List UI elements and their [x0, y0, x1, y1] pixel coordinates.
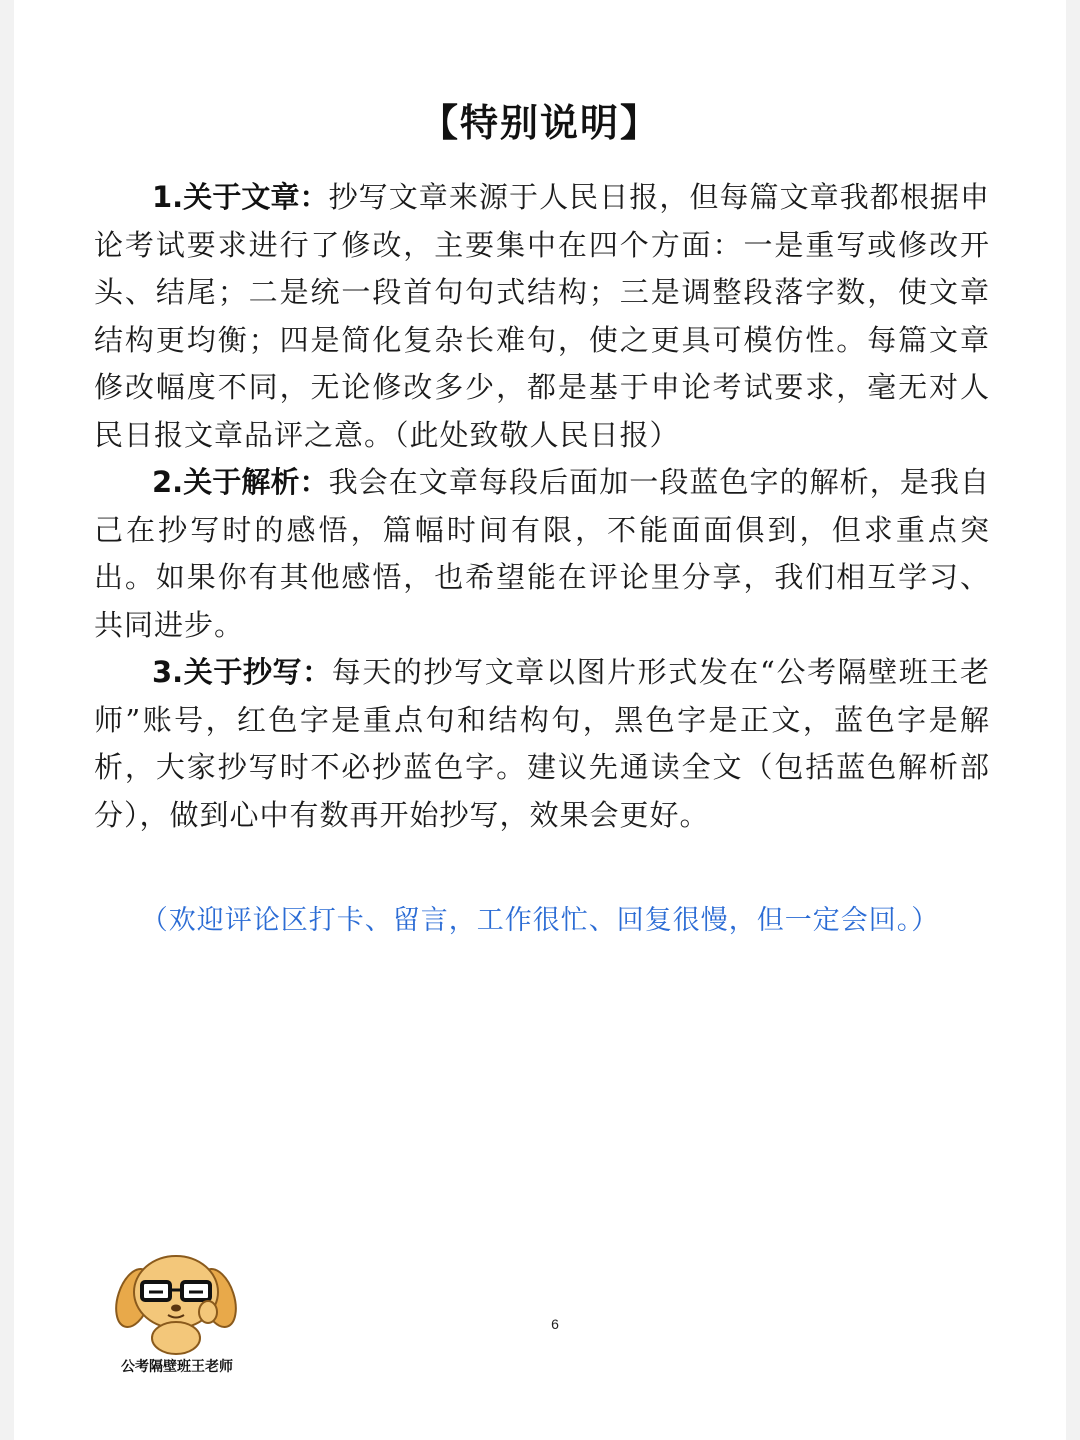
section-text: 抄写文章来源于人民日报，但每篇文章我都根据申论考试要求进行了修改，主要集中在四个方面：一是重写或修改开头、结尾；二是统一段首句句式结构；三是调整段落字数，使文章结构更均衡；四是简化复杂长难句，使之更具可模仿性。每篇文章修改幅度不同，无论修改多少，都是基于申论考试要求，毫无对人民日报文章品评之意。（此处致敬人民日报） [94, 180, 990, 452]
section-separator: ： [299, 465, 329, 499]
page-number: 6 [551, 1316, 559, 1332]
section-about-copying [94, 649, 990, 839]
puppy-with-glasses-icon [112, 1248, 242, 1356]
section-heading: 1.关于文章 [152, 180, 300, 214]
article-body [94, 174, 990, 839]
closing-note: （欢迎评论区打卡、留言，工作很忙、回复很慢，但一定会回。） [140, 905, 940, 936]
section-separator: ： [302, 655, 332, 689]
section-about-analysis [94, 459, 990, 649]
section-heading: 2.关于解析 [152, 465, 300, 499]
page-title: 【特别说明】 [419, 101, 660, 145]
section-heading: 3.关于抄写 [152, 655, 303, 689]
author-logo [112, 1248, 242, 1378]
section-text: 每天的抄写文章以图片形式发在“公考隔壁班王老师”账号，红色字是重点句和结构句，黑色字是正文，蓝色字是解析，大家抄写时不必抄蓝色字。建议先通读全文（包括蓝色解析部分），做到心中有数再开始抄写，效果会更好。 [94, 655, 990, 832]
section-text: 我会在文章每段后面加一段蓝色字的解析，是我自己在抄写时的感悟，篇幅时间有限，不能面面俱到，但求重点突出。如果你有其他感悟，也希望能在评论里分享，我们相互学习、共同进步。 [94, 465, 990, 642]
section-about-article [94, 174, 990, 459]
logo-caption: 公考隔壁班王老师 [121, 1359, 233, 1375]
section-separator: ： [299, 180, 329, 214]
